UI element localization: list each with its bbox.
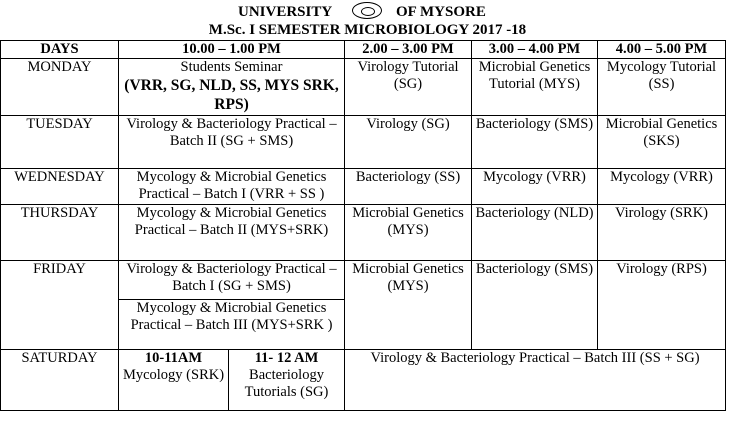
day-cell: FRIDAY: [1, 261, 119, 350]
timetable: [0, 40, 726, 411]
seminar-title: Students Seminar: [180, 59, 283, 75]
friday-morning-b: Mycology & Microbial Genetics Practical – Batch III (MYS+SRK ): [119, 300, 345, 350]
monday-3pm: Microbial Genetics Tutorial (MYS): [472, 59, 598, 116]
monday-morning: [119, 59, 345, 116]
day-cell: MONDAY: [1, 59, 119, 116]
friday-3pm: Bacteriology (SMS): [472, 261, 598, 350]
course-subtitle: M.Sc. I SEMESTER MICROBIOLOGY 2017 -18: [208, 22, 527, 38]
col-morning: 10.00 – 1.00 PM: [119, 41, 345, 59]
tuesday-4pm: Microbial Genetics (SKS): [598, 116, 726, 169]
wednesday-2pm: Bacteriology (SS): [345, 169, 472, 205]
col-slot-4pm: 4.00 – 5.00 PM: [598, 41, 726, 59]
thursday-2pm: Microbial Genetics (MYS): [345, 205, 472, 261]
mysore-title: OF MYSORE: [396, 4, 486, 20]
university-seal-icon: [352, 2, 382, 19]
thursday-3pm: Bacteriology (NLD): [472, 205, 598, 261]
day-cell: WEDNESDAY: [1, 169, 119, 205]
row-tuesday: [1, 116, 726, 169]
university-title: UNIVERSITY: [238, 4, 333, 20]
col-days: DAYS: [1, 41, 119, 59]
slot-time: 10-11AM: [144, 350, 203, 366]
row-friday: [1, 261, 726, 300]
day-cell: SATURDAY: [1, 350, 119, 411]
day-cell: TUESDAY: [1, 116, 119, 169]
saturday-afternoon: Virology & Bacteriology Practical – Batch III (SS + SG): [345, 350, 726, 411]
wednesday-morning: Mycology & Microbial Genetics Practical – Batch I (VRR + SS ): [119, 169, 345, 205]
row-saturday: [1, 350, 726, 411]
tuesday-morning: Virology & Bacteriology Practical – Batch II (SG + SMS): [119, 116, 345, 169]
day-cell: THURSDAY: [1, 205, 119, 261]
tuesday-2pm: Virology (SG): [345, 116, 472, 169]
saturday-10am: [119, 350, 229, 411]
monday-2pm: Virology Tutorial (SG): [345, 59, 472, 116]
tuesday-3pm: Bacteriology (SMS): [472, 116, 598, 169]
slot-body: Bacteriology Tutorials (SG): [244, 367, 329, 400]
thursday-morning: Mycology & Microbial Genetics Practical – Batch II (MYS+SRK): [119, 205, 345, 261]
friday-4pm: Virology (RPS): [598, 261, 726, 350]
slot-body: Mycology (SRK): [122, 367, 225, 383]
slot-time: 11- 12 AM: [254, 350, 319, 366]
col-slot-3pm: 3.00 – 4.00 PM: [472, 41, 598, 59]
wednesday-4pm: Mycology (VRR): [598, 169, 726, 205]
saturday-11am: [229, 350, 345, 411]
header-row: [1, 41, 726, 59]
thursday-4pm: Virology (SRK): [598, 205, 726, 261]
monday-4pm: Mycology Tutorial (SS): [598, 59, 726, 116]
friday-2pm: Microbial Genetics (MYS): [345, 261, 472, 350]
row-monday: [1, 59, 726, 116]
row-wednesday: [1, 169, 726, 205]
friday-morning-a: Virology & Bacteriology Practical – Batch I (SG + SMS): [119, 261, 345, 300]
row-thursday: [1, 205, 726, 261]
col-slot-2pm: 2.00 – 3.00 PM: [345, 41, 472, 59]
wednesday-3pm: Mycology (VRR): [472, 169, 598, 205]
seminar-names: (VRR, SG, NLD, SS, MYS SRK, RPS): [124, 77, 339, 113]
